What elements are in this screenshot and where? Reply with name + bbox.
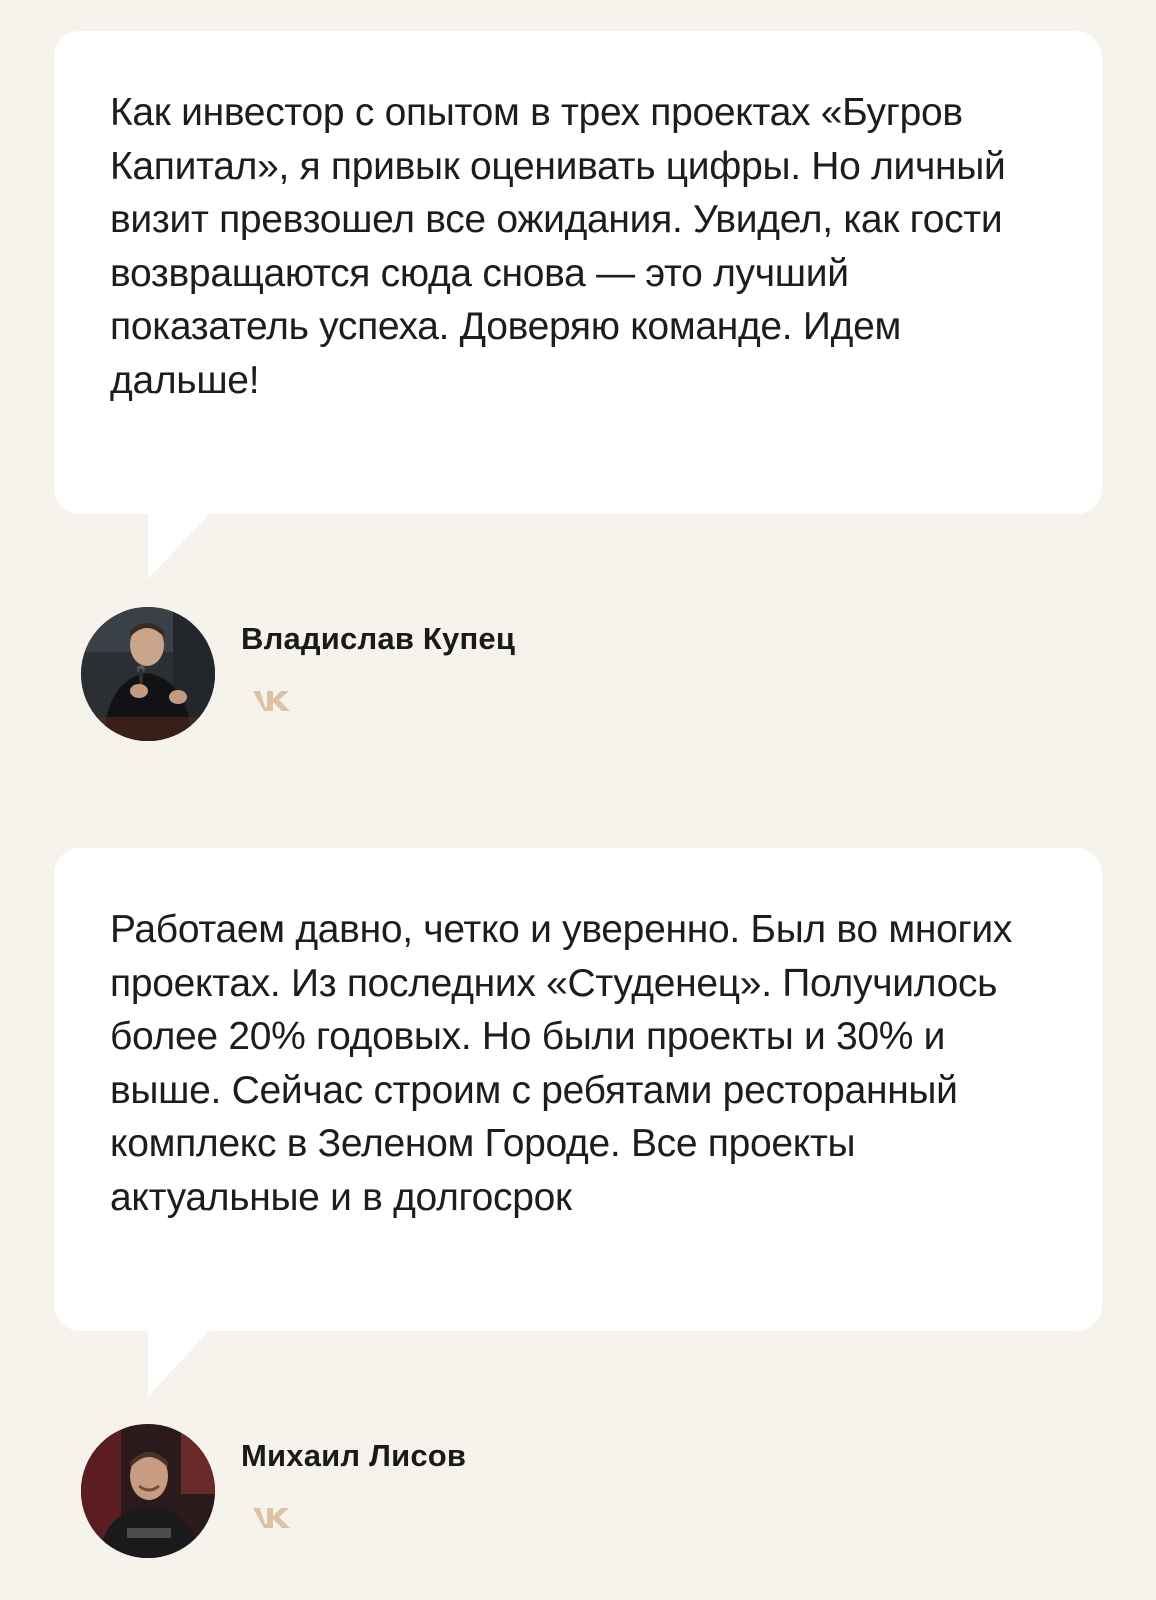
review-author	[81, 607, 981, 747]
review-card	[54, 31, 1102, 656]
review-card	[54, 848, 1102, 1473]
review-author	[81, 1424, 981, 1564]
vk-icon[interactable]	[251, 685, 293, 715]
author-name: Владислав Купец	[241, 621, 516, 656]
author-name: Михаил Лисов	[241, 1438, 467, 1473]
avatar	[81, 1424, 215, 1558]
avatar	[81, 607, 215, 741]
review-text: Работаем давно, четко и уверенно. Был во многих проектах. Из последних «Студенец». Получилось более 20% годовых. Но были проекты и 30% и выше. Сейчас строим с ребятами ресторанный комплекс в Зеленом Городе. Все проекты актуальные и в долгосрок	[110, 908, 1013, 1219]
bubble-tail	[148, 513, 210, 579]
bubble-tail	[148, 1330, 210, 1396]
review-text: Как инвестор с опытом в трех проектах «Бугров Капитал», я привык оценивать цифры. Но личный визит превзошел все ожидания. Увидел, как гости возвращаются сюда снова — это лучший показатель успеха. Доверяю команде. Идем дальше!	[110, 91, 1006, 402]
vk-icon[interactable]	[251, 1502, 293, 1532]
review-bubble	[54, 31, 1102, 514]
review-bubble	[54, 848, 1102, 1331]
